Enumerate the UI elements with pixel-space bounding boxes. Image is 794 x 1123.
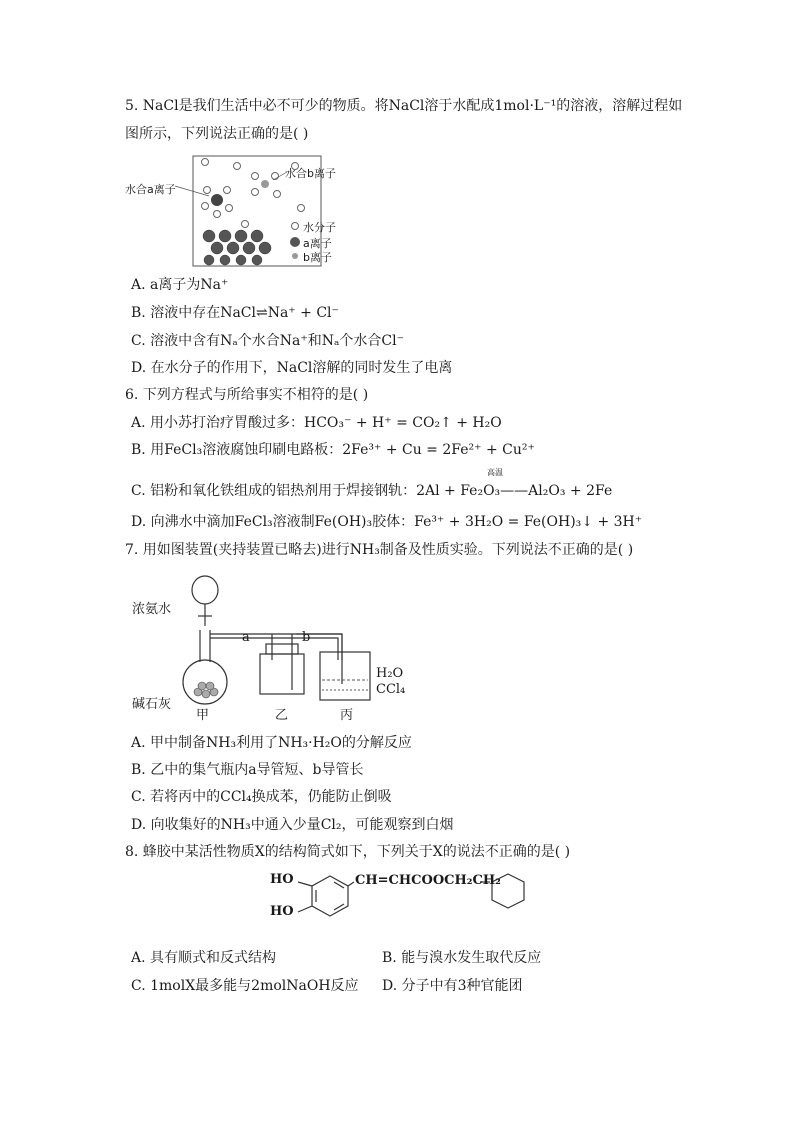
- q5-option-a[interactable]: A. a离子为Na⁺: [131, 277, 229, 293]
- legend-b-ion: b离子: [303, 251, 332, 264]
- q5-stem-line1: 5. NaCl是我们生活中必不可少的物质。将NaCl溶于水配成1mol·L⁻¹的溶液，溶解过程如: [125, 98, 683, 114]
- q6-option-b[interactable]: B. 用FeCl₃溶液腐蚀印刷电路板：2Fe³⁺ + Cu = 2Fe²⁺ + Cu²⁺: [131, 442, 535, 458]
- q7-stem: 7. 用如图装置(夹持装置已略去)进行NH₃制备及性质实验。下列说法不正确的是( ): [125, 542, 634, 558]
- label-jia: 甲: [196, 708, 210, 723]
- label-side-chain: CH=CHCOOCH₂CH₂: [355, 873, 501, 888]
- q6-option-a[interactable]: A. 用小苏打治疗胃酸过多：HCO₃⁻ + H⁺ = CO₂↑ + H₂O: [131, 415, 502, 431]
- label-hydrated-a: 水合a离子: [125, 183, 176, 196]
- q5-dissolution-figure: [125, 150, 355, 268]
- q6-stem: 6. 下列方程式与所给事实不相符的是( ): [125, 387, 369, 403]
- q8-option-a[interactable]: A. 具有顺式和反式结构: [131, 950, 277, 966]
- q8-option-d[interactable]: D. 分子中有3种官能团: [382, 978, 523, 994]
- label-tube-b: b: [302, 630, 311, 645]
- q8-option-c[interactable]: C. 1molX最多能与2molNaOH反应: [131, 978, 359, 994]
- q7-option-c[interactable]: C. 若将丙中的CCl₄换成苯，仍能防止倒吸: [131, 789, 392, 805]
- label-h2o: H₂O: [376, 666, 404, 681]
- label-yi: 乙: [275, 708, 289, 723]
- q5-option-b[interactable]: B. 溶液中存在NaCl⇌Na⁺ + Cl⁻: [131, 305, 339, 321]
- q8-stem: 8. 蜂胶中某活性物质X的结构简式如下，下列关于X的说法不正确的是( ): [125, 844, 571, 860]
- q5-option-c[interactable]: C. 溶液中含有Nₐ个水合Na⁺和Nₐ个水合Cl⁻: [131, 333, 404, 349]
- label-ho-bottom: HO: [270, 904, 294, 919]
- apparatus-diagram: [130, 568, 420, 720]
- q6-option-d[interactable]: D. 向沸水中滴加FeCl₃溶液制Fe(OH)₃胶体：Fe³⁺ + 3H₂O = Fe(OH)₃↓ + 3H⁺: [131, 514, 643, 530]
- label-tube-a: a: [242, 630, 250, 645]
- q5-option-d[interactable]: D. 在水分子的作用下，NaCl溶解的同时发生了电离: [131, 360, 453, 376]
- reaction-condition: 高温: [487, 468, 503, 477]
- label-ccl4: CCl₄: [376, 682, 406, 697]
- label-ammonia-water: 浓氨水: [132, 602, 172, 617]
- q6-option-c[interactable]: C. 铝粉和氧化铁组成的铝热剂用于焊接钢轨：2Al + Fe₂O₃——Al₂O₃ + 2Fe: [131, 483, 613, 499]
- q7-option-d[interactable]: D. 向收集好的NH₃中通入少量Cl₂，可能观察到白烟: [131, 817, 454, 833]
- q7-apparatus-figure: [130, 568, 420, 723]
- q7-option-b[interactable]: B. 乙中的集气瓶内a导管短、b导管长: [131, 762, 364, 778]
- q8-option-b[interactable]: B. 能与溴水发生取代反应: [382, 950, 542, 966]
- label-ho-top: HO: [270, 872, 294, 887]
- label-soda-lime: 碱石灰: [132, 697, 172, 712]
- q5-stem-line2: 图所示，下列说法正确的是( ): [125, 126, 309, 142]
- legend-water: 水分子: [303, 221, 336, 234]
- label-hydrated-b: 水合b离子: [285, 167, 336, 180]
- q8-structure-figure: [268, 868, 538, 928]
- q7-option-a[interactable]: A. 甲中制备NH₃利用了NH₃·H₂O的分解反应: [131, 735, 412, 751]
- legend-a-ion: a离子: [303, 237, 332, 250]
- label-bing: 丙: [340, 708, 354, 723]
